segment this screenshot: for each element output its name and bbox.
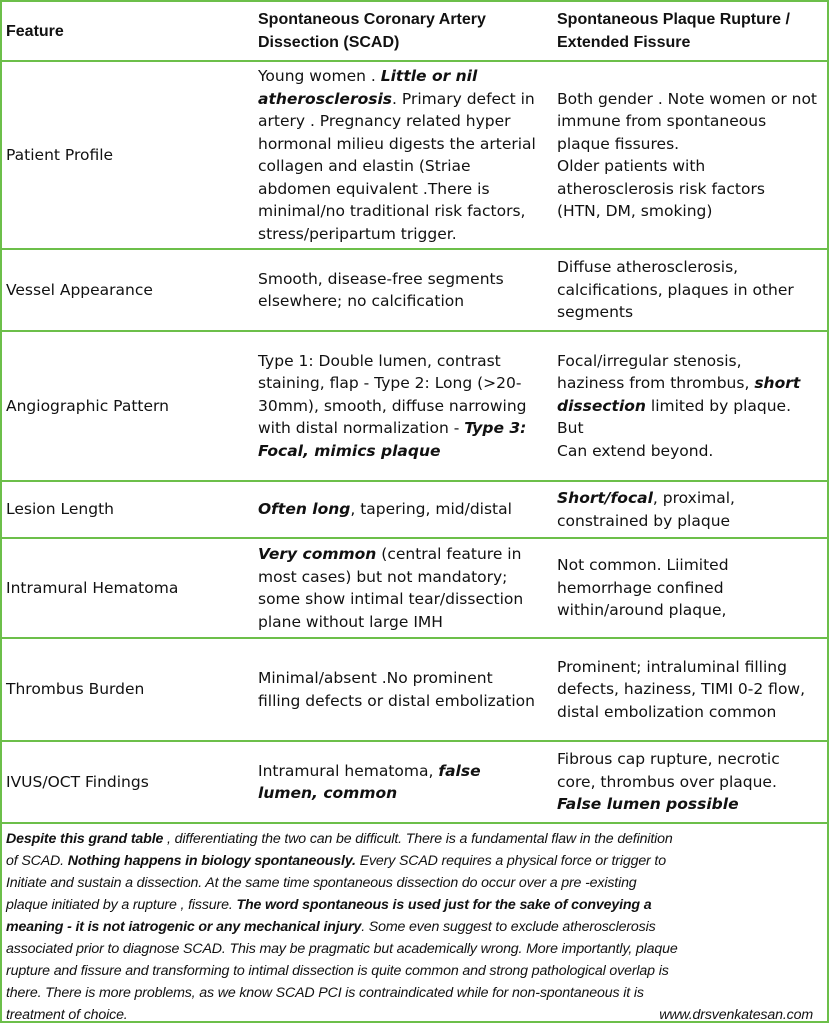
text-segment: limited by plaque. — [645, 396, 792, 415]
scad-line — [258, 110, 536, 133]
scad-line — [258, 440, 527, 463]
rupture-line — [557, 793, 780, 816]
footer-line — [6, 938, 821, 960]
text-segment: plaque fissures. — [557, 134, 680, 153]
feature-label: Angiographic Pattern — [6, 396, 169, 415]
text-segment: Intramural hematoma, — [258, 761, 439, 780]
text-segment: Focal/irregular stenosis, — [557, 351, 742, 370]
emphasis-text: Nothing happens in biology spontaneously. — [67, 853, 356, 869]
rupture-line — [557, 656, 805, 679]
emphasis-text: false — [438, 761, 481, 780]
text-segment: segments — [557, 303, 634, 322]
footer-line — [6, 982, 821, 1004]
footer-line — [6, 894, 821, 916]
table-row — [2, 62, 827, 250]
text-segment: of SCAD. — [6, 853, 68, 869]
rupture-line — [557, 178, 817, 201]
scad-line — [258, 133, 536, 156]
rupture-line — [557, 554, 729, 577]
emphasis-text: atherosclerosis — [258, 89, 393, 108]
rupture-line — [557, 200, 817, 223]
plaque-rupture-cell — [547, 482, 827, 537]
header-rupture-line: Spontaneous Plaque Rupture / — [557, 11, 790, 28]
plaque-rupture-cell — [547, 639, 827, 740]
table-row — [2, 332, 827, 482]
scad-line — [258, 268, 504, 291]
footer-last-line: treatment of choice. — [6, 1007, 128, 1023]
scad-line — [258, 782, 481, 805]
text-segment: atherosclerosis risk factors — [557, 179, 765, 198]
text-segment: . Some even suggest to exclude atherosclerosis — [361, 919, 656, 935]
text-segment: Minimal/absent .No prominent — [258, 669, 493, 687]
rupture-line — [557, 678, 805, 701]
plaque-rupture-cell — [547, 539, 827, 637]
text-segment: (central feature in — [376, 545, 522, 563]
feature-cell — [2, 332, 250, 480]
text-segment: Young women . — [258, 67, 381, 85]
text-segment: staining, flap - Type 2: Long (>20- — [258, 374, 522, 393]
text-segment: most cases) but not mandatory; — [258, 567, 508, 586]
text-segment: plaque initiated by a rupture , fissure. — [6, 897, 237, 913]
table-header-row — [2, 2, 827, 62]
text-segment: associated prior to diagnose SCAD. This may be pragmatic but academically wrong. More importantly, plaque — [6, 941, 678, 957]
text-segment: artery . Pregnancy related hyper — [258, 112, 511, 130]
emphasis-text: Type 3: — [464, 419, 527, 438]
emphasis-text: meaning - it is not iatrogenic or any mechanical injury — [6, 919, 362, 935]
text-segment: But — [557, 419, 584, 438]
feature-label: Vessel Appearance — [6, 280, 153, 299]
text-segment: Older patients with — [557, 157, 706, 175]
emphasis-text: The word spontaneous is used just for the sake of conveying a — [236, 897, 652, 913]
text-segment: calcifications, plaques in other — [557, 280, 794, 299]
scad-cell — [250, 639, 547, 740]
text-segment: defects, haziness, TIMI 0-2 flow, — [557, 680, 806, 699]
scad-line — [258, 417, 527, 440]
header-feature — [2, 2, 250, 60]
feature-cell — [2, 639, 250, 740]
feature-cell — [2, 250, 250, 330]
header-scad-line: Spontaneous Coronary Artery — [258, 11, 486, 28]
emphasis-text: Little or nil — [380, 67, 478, 85]
text-segment: distal embolization common — [557, 702, 777, 721]
footer-line — [6, 960, 821, 982]
scad-line — [258, 200, 536, 223]
text-segment: hemorrhage confined — [557, 578, 724, 597]
scad-line — [258, 350, 527, 373]
text-segment: immune from spontaneous — [557, 112, 767, 130]
feature-cell — [2, 742, 250, 822]
scad-line — [258, 667, 535, 690]
text-segment: 30mm), smooth, diffuse narrowing — [258, 396, 527, 415]
feature-label: Thrombus Burden — [6, 680, 145, 699]
header-feature-label: Feature — [6, 22, 64, 40]
text-segment: rupture and fissure and transforming to intimal dissection is quite common and strong pathological overlap is — [6, 963, 669, 979]
scad-line — [258, 223, 536, 246]
feature-cell — [2, 539, 250, 637]
emphasis-text: Often long — [258, 500, 351, 519]
text-segment: filling defects or distal embolization — [258, 691, 535, 710]
rupture-line — [557, 701, 805, 724]
footer-line — [6, 850, 821, 872]
footer-line — [6, 916, 821, 938]
footer-line — [6, 828, 821, 850]
text-segment: , proximal, — [652, 489, 735, 507]
scad-line — [258, 690, 535, 713]
rupture-line — [557, 372, 800, 395]
header-plaque-rupture — [547, 2, 827, 60]
rupture-line — [557, 155, 817, 178]
scad-cell — [250, 62, 547, 248]
text-segment: collagen and elastin (Striae — [258, 157, 471, 175]
text-segment: stress/peripartum trigger. — [258, 224, 457, 243]
rupture-line — [557, 256, 794, 279]
scad-line — [258, 88, 536, 111]
rupture-line — [557, 510, 735, 533]
emphasis-text: lumen, common — [258, 784, 398, 802]
feature-cell — [2, 62, 250, 248]
text-segment: haziness from thrombus, — [557, 374, 755, 393]
scad-line — [258, 588, 523, 611]
emphasis-text: Very common — [258, 545, 377, 563]
emphasis-text: Focal, mimics plaque — [258, 441, 441, 460]
emphasis-text: Despite this grand table — [6, 831, 164, 847]
plaque-rupture-cell — [547, 332, 827, 480]
emphasis-text: False lumen possible — [557, 795, 739, 814]
rupture-line — [557, 599, 729, 622]
rupture-line — [557, 748, 780, 771]
rupture-line — [557, 301, 794, 324]
scad-line — [258, 395, 527, 418]
text-segment: hormonal milieu digests the arterial — [258, 134, 536, 153]
text-segment: core, thrombus over plaque. — [557, 772, 777, 791]
text-segment: Can extend beyond. — [557, 441, 714, 460]
plaque-rupture-cell — [547, 742, 827, 822]
table-row — [2, 742, 827, 824]
scad-line — [258, 372, 527, 395]
scad-line — [258, 65, 536, 88]
scad-cell — [250, 539, 547, 637]
text-segment: Type 1: Double lumen, contrast — [258, 351, 501, 370]
footer-commentary — [2, 824, 827, 1021]
scad-cell — [250, 332, 547, 480]
scad-line — [258, 290, 504, 313]
rupture-line — [557, 279, 794, 302]
emphasis-text: dissection — [557, 396, 646, 415]
rupture-line — [557, 395, 800, 418]
text-segment: constrained by plaque — [557, 511, 731, 530]
feature-cell — [2, 482, 250, 537]
table-row — [2, 539, 827, 639]
text-segment: Every SCAD requires a physical force or trigger to — [355, 853, 666, 869]
text-segment: plane without large IMH — [258, 612, 443, 631]
text-segment: Not common. Liimited — [557, 556, 729, 575]
text-segment: there. There is more problems, as we know SCAD PCI is contraindicated while for non-spontaneous it is — [6, 985, 644, 1001]
text-segment: Smooth, disease-free segments — [258, 269, 504, 288]
table-row — [2, 482, 827, 539]
scad-line — [258, 566, 523, 589]
rupture-line — [557, 110, 817, 133]
text-segment: with distal normalization - — [258, 419, 465, 438]
scad-line — [258, 543, 523, 566]
text-segment: minimal/no traditional risk factors, — [258, 202, 526, 220]
text-segment: some show intimal tear/dissection — [258, 590, 524, 608]
rupture-line — [557, 487, 735, 510]
text-segment: abdomen equivalent .There is — [258, 179, 490, 198]
text-segment: Diffuse atherosclerosis, — [557, 258, 739, 277]
scad-line — [258, 498, 512, 521]
plaque-rupture-cell — [547, 62, 827, 248]
text-segment: Prominent; intraluminal filling — [557, 657, 787, 676]
emphasis-text: short — [754, 374, 801, 393]
rupture-line — [557, 350, 800, 373]
website-credit: www.drsvenkatesan.com — [659, 1007, 813, 1023]
text-segment: , differentiating the two can be difficult. There is a fundamental flaw in the definition — [163, 831, 673, 847]
scad-cell — [250, 482, 547, 537]
text-segment: (HTN, DM, smoking) — [557, 202, 713, 220]
header-rupture-line: Extended Fissure — [557, 34, 691, 51]
scad-line — [258, 611, 523, 634]
text-segment: elsewhere; no calcification — [258, 292, 465, 310]
scad-line — [258, 155, 536, 178]
text-segment: within/around plaque, — [557, 601, 727, 620]
scad-cell — [250, 250, 547, 330]
plaque-rupture-cell — [547, 250, 827, 330]
rupture-line — [557, 417, 800, 440]
scad-line — [258, 760, 481, 783]
text-segment: Initiate and sustain a dissection. At the same time spontaneous dissection do occur over a pre -existing — [6, 875, 637, 891]
feature-label: Patient Profile — [6, 145, 114, 164]
text-segment: Fibrous cap rupture, necrotic — [557, 750, 780, 769]
text-segment: . Primary defect in — [392, 89, 535, 108]
rupture-line — [557, 88, 817, 111]
rupture-line — [557, 133, 817, 156]
scad-line — [258, 178, 536, 201]
emphasis-text: Short/focal — [557, 489, 653, 507]
text-segment: Both gender . Note women or not — [557, 89, 818, 108]
table-row — [2, 250, 827, 332]
header-scad — [250, 2, 547, 60]
rupture-line — [557, 771, 780, 794]
text-segment: , tapering, mid/distal — [350, 500, 512, 519]
scad-cell — [250, 742, 547, 822]
header-scad-line: Dissection (SCAD) — [258, 34, 400, 51]
footer-line — [6, 872, 821, 894]
feature-label: Lesion Length — [6, 500, 114, 519]
feature-label: IVUS/OCT Findings — [6, 772, 149, 791]
rupture-line — [557, 577, 729, 600]
feature-label: Intramural Hematoma — [6, 578, 179, 597]
rupture-line — [557, 440, 800, 463]
table-row — [2, 639, 827, 742]
